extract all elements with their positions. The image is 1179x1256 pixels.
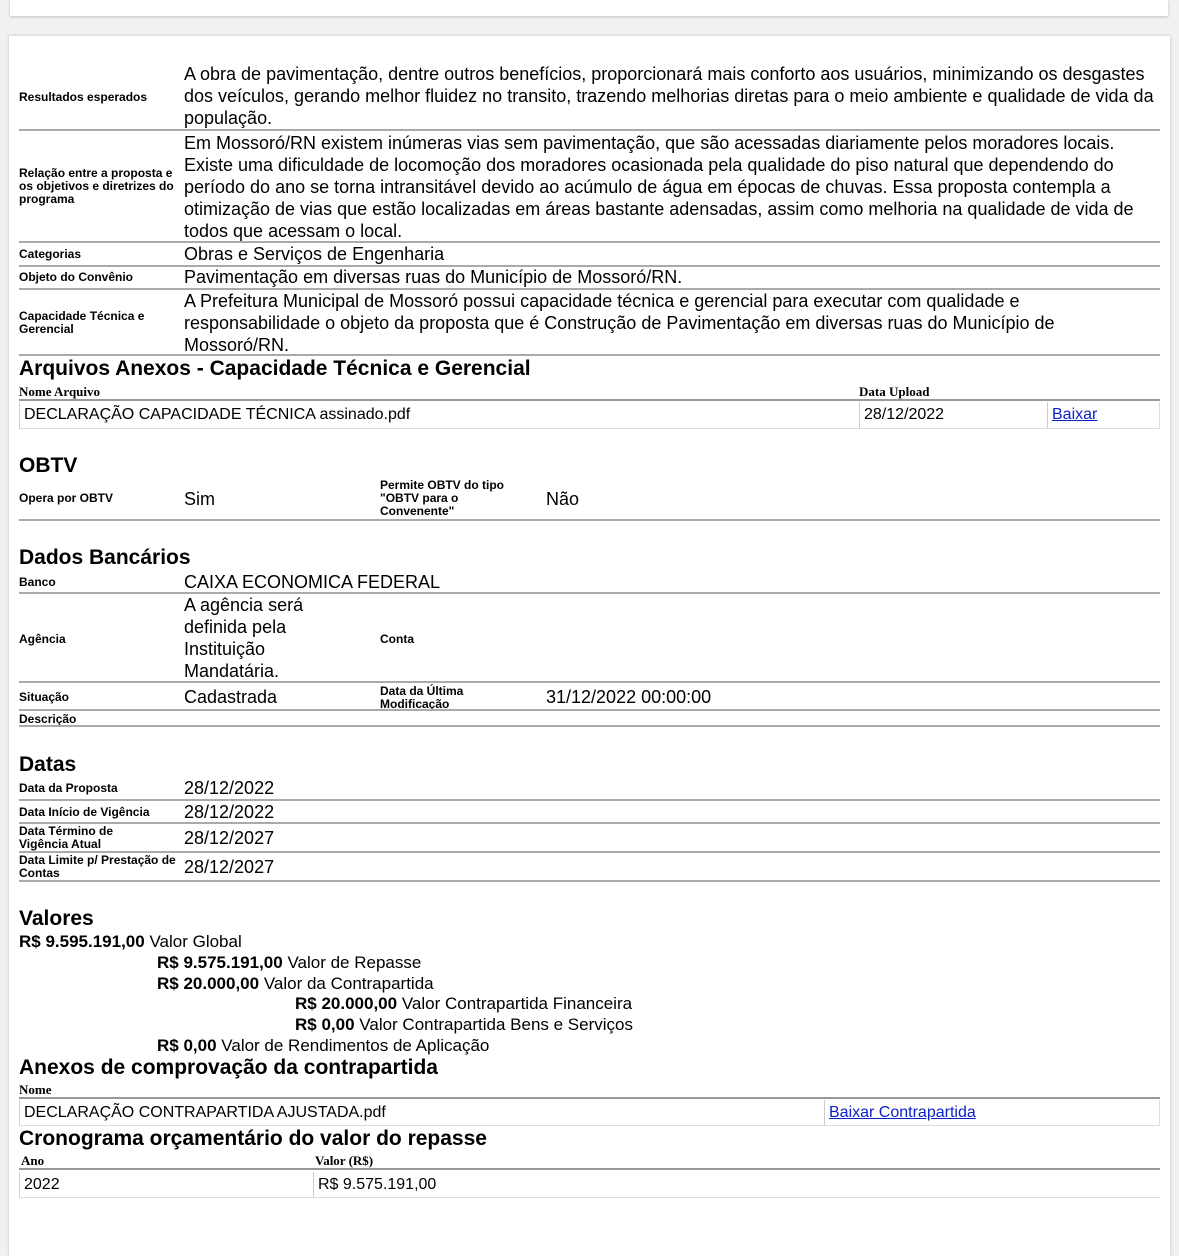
- valor-contrapartida-bens: [295, 1015, 633, 1035]
- divider: [19, 519, 1160, 521]
- categorias-label: Categorias: [19, 247, 82, 261]
- document-page: [9, 36, 1170, 1256]
- situacao-value: Cadastrada: [184, 687, 278, 707]
- valor-bens-amount: R$ 0,00: [295, 1015, 355, 1034]
- data-termino-label: Data Término de Vigência Atual: [19, 824, 114, 851]
- valor-bens-label: Valor Contrapartida Bens e Serviços: [359, 1015, 633, 1034]
- divider: [19, 354, 1160, 356]
- agencia-label: Agência: [19, 632, 66, 646]
- banco-label: Banco: [19, 575, 56, 589]
- col-valor: Valor (R$): [315, 1153, 374, 1168]
- relacao-text: Em Mossoró/RN existem inúmeras vias sem pavimentação, que são acessadas diariamente pelos moradores locais. Existe uma dificuldade de locomoção dos moradores ocasionada pela qualidade do piso natural que dependendo do período do ano se torna intransitável devido ao acúmulo de água em épocas de chuvas. Essa proposta contempla a otimização de vias que estão localizadas em áreas bastante adensadas, assim como melhoria na qualidade de vida de todos que acessam o local.: [184, 133, 1134, 241]
- valor-global: [19, 932, 242, 952]
- data-proposta-label: Data da Proposta: [19, 781, 118, 795]
- valor-financeira-label: Valor Contrapartida Financeira: [401, 994, 633, 1013]
- col-ano: Ano: [21, 1153, 45, 1168]
- col-nome: Nome: [19, 1082, 52, 1097]
- data-proposta-value: 28/12/2022: [184, 778, 275, 798]
- permite-label: Permite OBTV do tipo "OBTV para o Convenente": [380, 478, 505, 518]
- contrapartida-download-cell: [824, 1100, 1160, 1126]
- table-header-divider: [19, 399, 1160, 401]
- valores-title: Valores: [19, 907, 94, 930]
- valor-global-label: Valor Global: [149, 932, 242, 951]
- file-date-cell: 28/12/2022: [859, 402, 1047, 429]
- resultados-label: Resultados esperados: [19, 90, 148, 104]
- valor-global-amount: R$ 9.595.191,00: [19, 932, 145, 951]
- divider: [19, 681, 1160, 683]
- capacidade-label: Capacidade Técnica e Gerencial: [19, 309, 145, 336]
- descricao-label: Descrição: [19, 712, 77, 726]
- arquivos-title: Arquivos Anexos - Capacidade Técnica e Gerencial: [19, 357, 531, 380]
- bancarios-title: Dados Bancários: [19, 546, 191, 569]
- divider: [19, 725, 1160, 727]
- divider: [19, 709, 1160, 711]
- data-inicio-label: Data Início de Vigência: [19, 805, 150, 819]
- categorias-value: Obras e Serviços de Engenharia: [184, 244, 445, 264]
- divider: [19, 880, 1160, 882]
- divider: [19, 129, 1160, 131]
- objeto-value: Pavimentação em diversas ruas do Município de Mossoró/RN.: [184, 267, 683, 287]
- data-inicio-value: 28/12/2022: [184, 802, 275, 822]
- valor-contrapartida-label: Valor da Contrapartida: [263, 974, 434, 993]
- objeto-label: Objeto do Convênio: [19, 270, 133, 284]
- table-header-divider: [19, 1168, 1160, 1170]
- col-data-upload: Data Upload: [859, 384, 930, 399]
- opera-value: Sim: [184, 489, 215, 509]
- valor-contrapartida: [157, 974, 434, 994]
- previous-page-strip: [10, 0, 1168, 16]
- opera-label: Opera por OBTV: [19, 491, 114, 505]
- col-nome-arquivo: Nome Arquivo: [19, 384, 101, 399]
- valor-repasse: [157, 953, 421, 973]
- modificacao-value: 31/12/2022 00:00:00: [546, 687, 712, 707]
- valor-rendimentos-amount: R$ 0,00: [157, 1036, 217, 1055]
- cronograma-ano-cell: 2022: [19, 1172, 313, 1198]
- valor-contrapartida-financeira: [295, 994, 632, 1014]
- relacao-label: Relação entre a proposta e os objetivos e diretrizes do programa: [19, 166, 174, 206]
- data-termino-value: 28/12/2027: [184, 828, 275, 848]
- valor-financeira-amount: R$ 20.000,00: [295, 994, 398, 1013]
- situacao-label: Situação: [19, 690, 70, 704]
- data-limite-label: Data Limite p/ Prestação de Contas: [19, 853, 176, 880]
- cronograma-valor-cell: R$ 9.575.191,00: [313, 1172, 1160, 1198]
- anexos-contrapartida-title: Anexos de comprovação da contrapartida: [19, 1056, 438, 1079]
- baixar-contrapartida-link[interactable]: Baixar Contrapartida: [829, 1104, 976, 1121]
- table-header-divider: [19, 1097, 1160, 1099]
- capacidade-text: A Prefeitura Municipal de Mossoró possui capacidade técnica e gerencial para executar com qualidade e responsabilidade o objeto da proposta que é Construção de Pavimentação em diversas ruas do Município de Mossoró/RN.: [184, 291, 1055, 355]
- baixar-link[interactable]: Baixar: [1052, 406, 1098, 423]
- obtv-title: OBTV: [19, 454, 78, 477]
- datas-title: Datas: [19, 753, 77, 776]
- conta-label: Conta: [380, 632, 414, 646]
- banco-value: CAIXA ECONOMICA FEDERAL: [184, 572, 441, 592]
- permite-value: Não: [546, 489, 580, 509]
- valor-repasse-amount: R$ 9.575.191,00: [157, 953, 283, 972]
- cronograma-title: Cronograma orçamentário do valor do repasse: [19, 1127, 487, 1150]
- valor-rendimentos-label: Valor de Rendimentos de Aplicação: [221, 1036, 490, 1055]
- valor-contrapartida-amount: R$ 20.000,00: [157, 974, 260, 993]
- modificacao-label: Data da Última Modificação: [380, 684, 464, 711]
- data-limite-value: 28/12/2027: [184, 857, 275, 877]
- valor-repasse-label: Valor de Repasse: [287, 953, 422, 972]
- agencia-value: A agência será definida pela Instituição Mandatária.: [184, 595, 304, 681]
- resultados-text: A obra de pavimentação, dentre outros benefícios, proporcionará mais conforto aos usuários, minimizando os desgastes dos veículos, gerando melhor fluidez no transito, trazendo melhorias diretas para o meio ambiente e qualidade de vida da população.: [184, 64, 1154, 128]
- file-download-cell: [1047, 402, 1160, 429]
- file-name-cell: DECLARAÇÃO CAPACIDADE TÉCNICA assinado.pdf: [19, 402, 859, 429]
- divider: [19, 851, 1160, 853]
- divider: [19, 822, 1160, 824]
- contrapartida-file-cell: DECLARAÇÃO CONTRAPARTIDA AJUSTADA.pdf: [19, 1100, 824, 1126]
- valor-rendimentos: [157, 1036, 489, 1056]
